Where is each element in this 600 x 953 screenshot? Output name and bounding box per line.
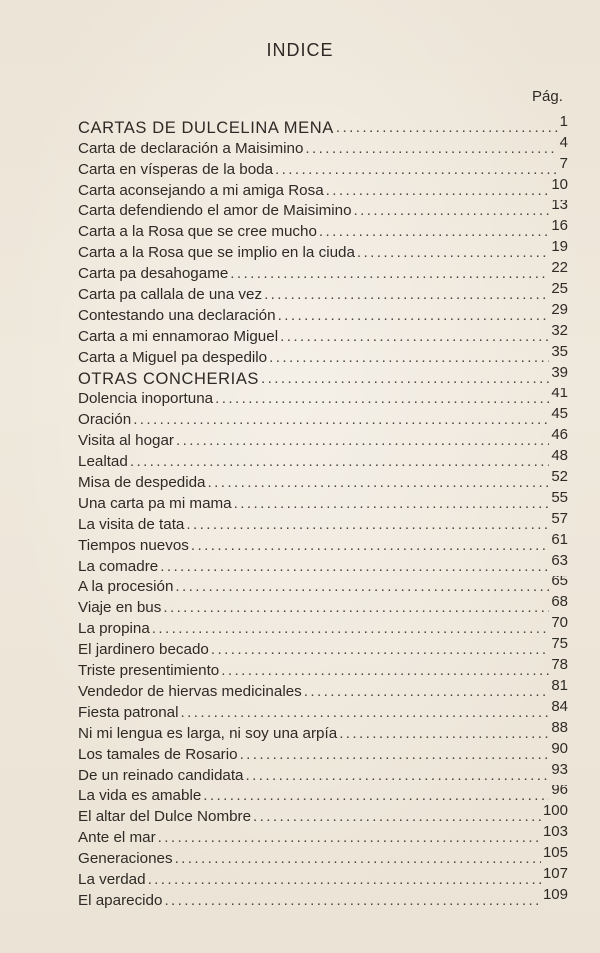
- toc-entry-row: [78, 220, 568, 241]
- toc-page-number: 22: [551, 262, 568, 277]
- toc-entry-title: La propina: [78, 620, 150, 638]
- toc-entry-row: [78, 785, 568, 806]
- toc-page-number: 81: [551, 680, 568, 694]
- toc-entry-title: Carta aconsejando a mi amiga Rosa: [78, 181, 324, 199]
- toc-entry-row: [78, 200, 568, 221]
- toc-entry-row: [78, 638, 568, 659]
- toc-entry-title: El altar del Dulce Nombre: [78, 808, 252, 826]
- toc-entry-row: [78, 701, 568, 722]
- dot-leader: [269, 349, 549, 367]
- toc-entry-title: Carta pa desahogame: [78, 265, 229, 283]
- toc-entry-title: Carta pa callala de una vez: [78, 286, 263, 304]
- toc-page-number: 25: [551, 283, 568, 298]
- page-column-header: Pág.: [532, 88, 563, 105]
- toc-page-number: 55: [551, 492, 568, 506]
- toc-page-number: 105: [542, 847, 568, 862]
- dot-leader: [230, 265, 549, 283]
- toc-entry-title: OTRAS CONCHERIAS: [78, 369, 260, 388]
- toc-page-number: 70: [551, 617, 568, 632]
- dot-leader: [234, 495, 550, 513]
- toc-page-number: 1: [559, 116, 568, 130]
- toc-page-number: 103: [542, 826, 568, 841]
- toc-page-number: 19: [551, 241, 568, 256]
- toc-entry-row: [78, 722, 568, 743]
- toc-entry-title: Generaciones: [78, 850, 173, 868]
- toc-page-number: 90: [551, 742, 568, 757]
- dot-leader: [336, 119, 558, 137]
- toc-entry-title: La verdad: [78, 870, 146, 888]
- dot-leader: [130, 453, 549, 471]
- dot-leader: [253, 808, 541, 826]
- dot-leader: [339, 725, 549, 743]
- dot-leader: [319, 223, 549, 241]
- toc-entry-title: Lealtad: [78, 453, 128, 471]
- toc-entry-row: [78, 889, 568, 910]
- toc-section-row: [78, 116, 568, 137]
- toc-entry-title: Vendedor de hiervas medicinales: [78, 682, 302, 700]
- toc-entry-row: [78, 534, 568, 555]
- dot-leader: [191, 537, 549, 555]
- dot-leader: [175, 578, 549, 596]
- toc-entry-title: Los tamales de Rosario: [78, 745, 238, 763]
- dot-leader: [261, 370, 549, 388]
- toc-page-number: 100: [542, 805, 568, 820]
- toc-entry-row: [78, 492, 568, 513]
- toc-page-number: 45: [551, 408, 568, 423]
- toc-page-number: 65: [551, 575, 568, 590]
- toc-page-number: 48: [551, 450, 568, 465]
- dot-leader: [326, 182, 550, 200]
- toc-entry-title: La visita de tata: [78, 515, 185, 533]
- toc-page-number: 46: [551, 429, 568, 444]
- toc-entry-row: [78, 241, 568, 262]
- dot-leader: [221, 662, 549, 680]
- toc-entry-title: De un reinado candidata: [78, 766, 244, 784]
- toc-entry-title: Dolencia inoportuna: [78, 390, 214, 408]
- toc-entry-title: Carta en vísperas de la boda: [78, 160, 274, 178]
- toc-entry-title: La vida es amable: [78, 787, 202, 805]
- toc-entry-title: Ante el mar: [78, 829, 156, 847]
- toc-page-number: 16: [551, 220, 568, 235]
- toc-page-number: 63: [551, 554, 568, 569]
- toc-entry-title: El jardinero becado: [78, 641, 209, 659]
- dot-leader: [133, 411, 549, 429]
- toc-entry-row: [78, 847, 568, 868]
- dot-leader: [148, 871, 541, 889]
- toc-entry-row: [78, 408, 568, 429]
- dot-leader: [164, 892, 541, 910]
- toc-entry-row: [78, 262, 568, 283]
- toc-entry-title: La comadre: [78, 557, 159, 575]
- toc-entry-title: Carta a mi ennamorao Miguel: [78, 327, 279, 345]
- toc-entry-row: [78, 868, 568, 889]
- toc-entry-title: Viaje en bus: [78, 599, 162, 617]
- toc-entry-title: Tiempos nuevos: [78, 536, 189, 554]
- dot-leader: [158, 829, 541, 847]
- toc-page-number: 35: [551, 345, 568, 360]
- dot-leader: [203, 787, 549, 805]
- dot-leader: [275, 161, 558, 179]
- toc-page-number: 61: [551, 533, 568, 548]
- toc-entry-title: Carta a la Rosa que se implio en la ciuda: [78, 244, 355, 262]
- dot-leader: [305, 140, 557, 158]
- toc-entry-title: Carta a Miguel pa despedilo: [78, 348, 268, 366]
- toc-entry-row: [78, 617, 568, 638]
- toc-entry-title: Carta a la Rosa que se cree mucho: [78, 223, 317, 241]
- toc-page-number: 10: [551, 178, 568, 193]
- toc-entry-row: [78, 659, 568, 680]
- toc-entry-row: [78, 179, 568, 200]
- toc-page-number: 84: [551, 700, 568, 715]
- toc-entry-row: [78, 596, 568, 617]
- toc-entry-title: Una carta pa mi mama: [78, 494, 232, 512]
- dot-leader: [278, 307, 550, 325]
- dot-leader: [215, 390, 549, 408]
- toc-entry-title: Misa de despedida: [78, 474, 206, 492]
- dot-leader: [208, 474, 550, 492]
- toc-page-number: 96: [551, 784, 568, 799]
- toc-page-number: 39: [551, 366, 568, 381]
- dot-leader: [186, 516, 549, 534]
- page-title: INDICE: [266, 40, 334, 60]
- dot-leader: [152, 620, 550, 638]
- toc-entry-title: Oración: [78, 411, 132, 429]
- toc-entry-row: [78, 555, 568, 576]
- toc-page-number: 52: [551, 471, 568, 486]
- toc-entry-row: [78, 429, 568, 450]
- toc-entry-title: Ni mi lengua es larga, ni soy una arpía: [78, 724, 338, 742]
- dot-leader: [180, 704, 549, 722]
- toc-entry-row: [78, 576, 568, 597]
- dot-leader: [211, 641, 549, 659]
- dot-leader: [160, 558, 549, 576]
- toc-page-number: 68: [551, 596, 568, 611]
- dot-leader: [246, 767, 550, 785]
- dot-leader: [280, 328, 549, 346]
- toc-entry-row: [78, 805, 568, 826]
- toc-page-number: 13: [551, 199, 568, 214]
- toc-page-number: 41: [551, 387, 568, 402]
- toc-entry-row: [78, 680, 568, 701]
- toc-page-number: 78: [551, 659, 568, 674]
- dot-leader: [354, 202, 550, 220]
- toc-entry-title: Fiesta patronal: [78, 703, 179, 721]
- toc-page-number: 107: [542, 868, 568, 882]
- dot-leader: [304, 683, 550, 701]
- toc-entry-row: [78, 325, 568, 346]
- toc-entry-row: [78, 137, 568, 158]
- toc-entry-row: [78, 764, 568, 785]
- dot-leader: [175, 850, 541, 868]
- toc-page-number: 4: [559, 136, 568, 151]
- toc-page-number: 29: [551, 304, 568, 318]
- toc-page-number: 75: [551, 638, 568, 653]
- toc-entry-row: [78, 471, 568, 492]
- toc-entry-title: Carta de declaración a Maisimino: [78, 139, 304, 157]
- dot-leader: [264, 286, 549, 304]
- table-of-contents: [78, 116, 568, 910]
- toc-entry-row: [78, 513, 568, 534]
- toc-entry-title: El aparecido: [78, 891, 163, 909]
- toc-entry-title: Visita al hogar: [78, 432, 174, 450]
- toc-page-number: 109: [542, 888, 568, 903]
- toc-entry-title: Carta defendiendo el amor de Maisimino: [78, 202, 352, 220]
- toc-page-number: 88: [551, 721, 568, 736]
- toc-entry-title: A la procesión: [78, 578, 174, 596]
- toc-entry-title: CARTAS DE DULCELINA MENA: [78, 118, 334, 137]
- toc-entry-title: Contestando una declaración: [78, 306, 276, 324]
- dot-leader: [357, 244, 549, 262]
- dot-leader: [240, 746, 550, 764]
- toc-page-number: 93: [551, 763, 568, 778]
- toc-entry-row: [78, 743, 568, 764]
- toc-entry-row: [78, 283, 568, 304]
- toc-entry-row: [78, 450, 568, 471]
- toc-entry-row: [78, 304, 568, 325]
- toc-entry-row: [78, 346, 568, 367]
- toc-page-number: 57: [551, 512, 568, 527]
- toc-entry-title: Triste presentimiento: [78, 662, 220, 680]
- toc-page-number: 32: [551, 324, 568, 339]
- toc-page-number: 7: [559, 157, 568, 172]
- toc-entry-row: [78, 826, 568, 847]
- toc-section-row: [78, 367, 568, 388]
- dot-leader: [163, 599, 549, 617]
- dot-leader: [176, 432, 549, 450]
- toc-entry-row: [78, 388, 568, 409]
- toc-entry-row: [78, 158, 568, 179]
